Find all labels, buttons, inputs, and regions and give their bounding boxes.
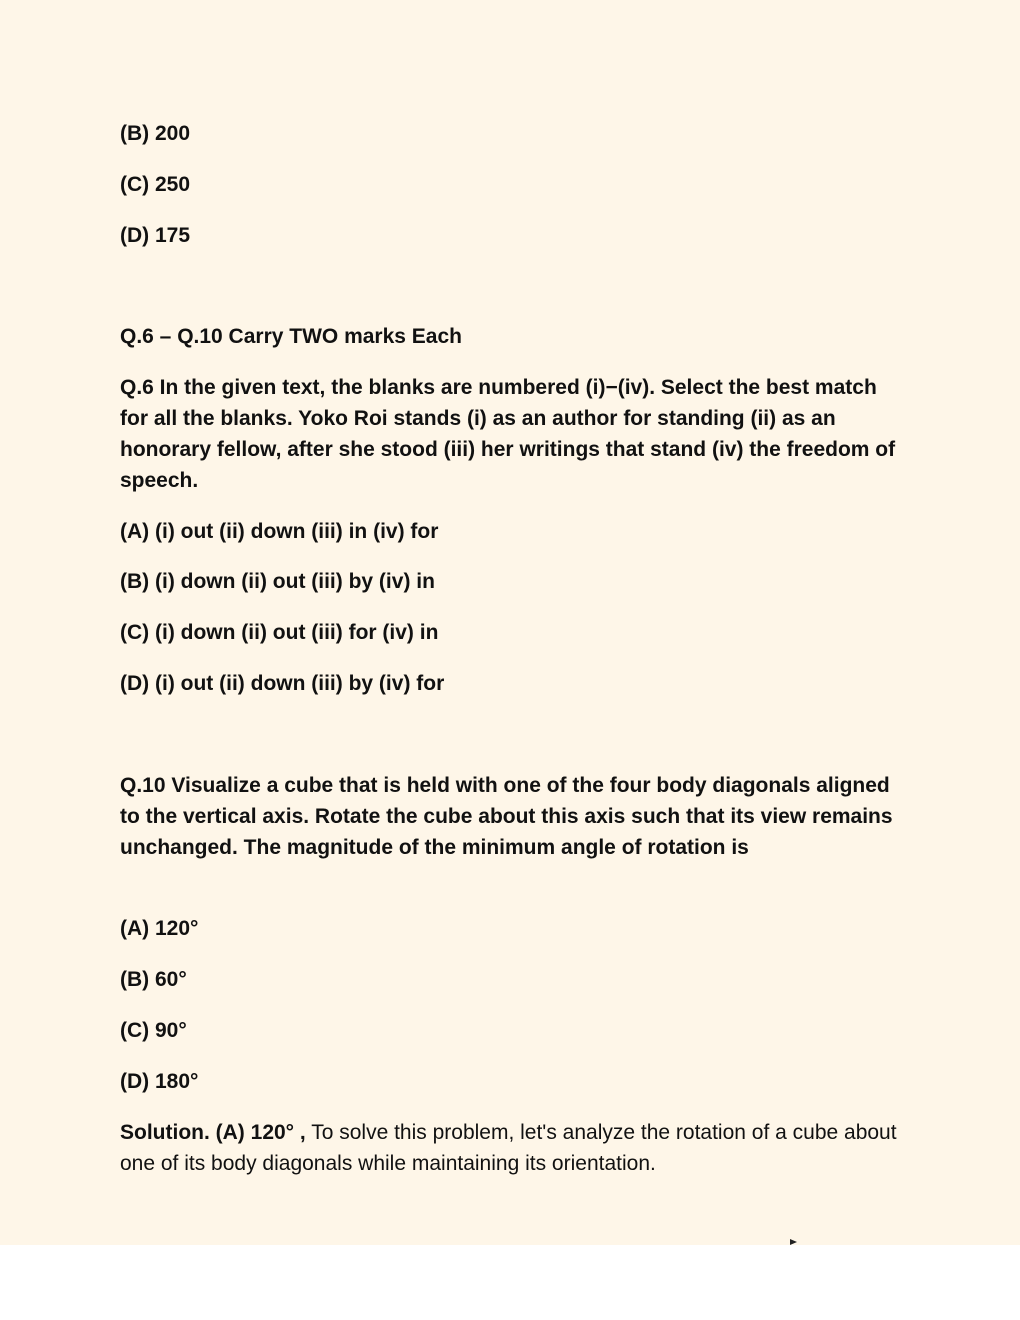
solution-paragraph xyxy=(120,1117,910,1179)
q10-option-c: (C) 90° xyxy=(120,1019,187,1042)
prev-option-d: (D) 175 xyxy=(120,224,191,247)
q10-question-text: Q.10 Visualize a cube that is held with one of the four body diagonals aligned to the vertical axis. Rotate the cube about this axis such that its view remains unchanged. The magnitude of the minimum angle of rotation is xyxy=(120,774,893,859)
solution-label: Solution. (A) 120° , xyxy=(120,1121,306,1144)
q10-option-b: (B) 60° xyxy=(120,968,187,991)
section-heading: Q.6 – Q.10 Carry TWO marks Each xyxy=(120,325,462,348)
prev-option-b: (B) 200 xyxy=(120,122,191,145)
q10-option-a: (A) 120° xyxy=(120,917,199,940)
q10-option-d: (D) 180° xyxy=(120,1070,199,1093)
q6-option-a: (A) (i) out (ii) down (iii) in (iv) for xyxy=(120,520,439,543)
solution-text: To solve this problem, let's analyze the rotation of a cube about one of its body diagonals while maintaining its orientation. xyxy=(120,1121,897,1175)
q6-option-c: (C) (i) down (ii) out (iii) for (iv) in xyxy=(120,621,439,644)
page-bottom-margin xyxy=(0,1245,1020,1320)
prev-option-c: (C) 250 xyxy=(120,173,191,196)
q6-option-d: (D) (i) out (ii) down (iii) by (iv) for xyxy=(120,672,445,695)
q6-option-b: (B) (i) down (ii) out (iii) by (iv) in xyxy=(120,570,435,593)
q6-question-text: Q.6 In the given text, the blanks are numbered (i)−(iv). Select the best match for all the blanks. Yoko Roi stands (i) as an author for standing (ii) as an honorary fellow, after she stood (iii) her writings that stand (iv) the freedom of speech. xyxy=(120,376,896,492)
